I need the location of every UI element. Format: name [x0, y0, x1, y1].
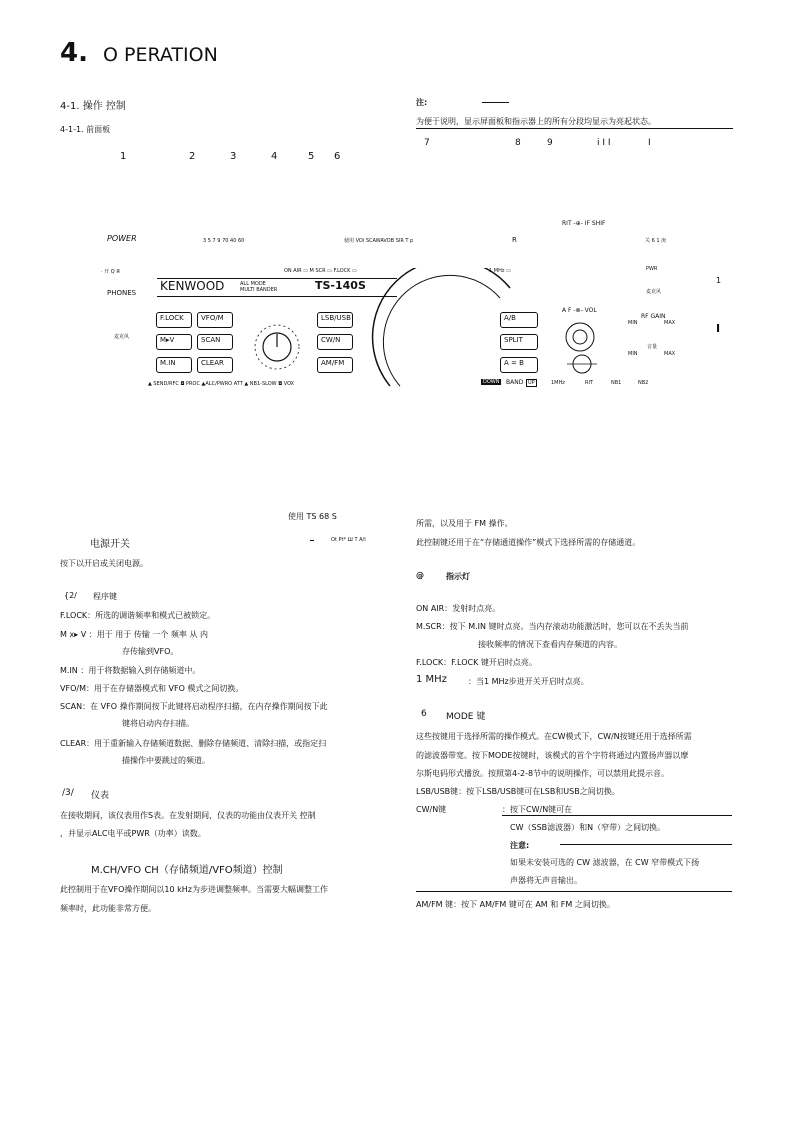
flock-desc: F.LOCK：所选的调谐频率和模式已被锁定。: [60, 611, 216, 620]
pwr-label: PWR: [646, 266, 658, 272]
section-number: 4.: [60, 38, 88, 68]
right-para: 所需，以及用于 FM 操作。: [416, 519, 513, 528]
note-label: 注:: [416, 98, 428, 107]
program-keys-heading: 程序键: [93, 592, 117, 601]
onair-desc: ON AIR：发射时点亮。: [416, 604, 501, 613]
lsb-usb-button[interactable]: LSB/USB: [317, 312, 353, 328]
rf-gain-label: RF GAIN: [641, 313, 666, 320]
min-label: MIN: [628, 320, 638, 326]
clear-desc-cont: 描操作中要跳过的频道。: [122, 756, 210, 765]
callout-number: 6: [334, 151, 341, 162]
power-switch-heading: 电源开关: [90, 539, 130, 550]
diagram-caption: 使用 TS 68 S: [288, 512, 337, 521]
clear-button[interactable]: CLEAR: [197, 357, 233, 373]
callout-number: i I I: [597, 138, 611, 148]
item-number: {2/: [64, 591, 77, 600]
vfo-m-button[interactable]: VFO/M: [197, 312, 233, 328]
indicator-row: ON AIR ▭ M SCR ▭ F.LOCK ▭: [284, 268, 357, 274]
rit-knob-icon[interactable]: [563, 352, 601, 376]
brand-logo: KENWOOD: [160, 279, 225, 293]
mscr-desc-cont: 接收频率的情况下查看内存频道的内容。: [478, 640, 622, 649]
mode-key-heading: MODE 键: [446, 712, 486, 722]
bottom-label-rit: RIT: [585, 380, 594, 386]
mode-desc-cont: 的滤波器带宽。按下MODE按键时，该模式的首个字符将通过内置扬声器以摩: [416, 751, 689, 760]
open-mark: · 开 Q Я: [101, 269, 120, 275]
cw-n-button[interactable]: CW/N: [317, 334, 353, 350]
up-button[interactable]: UP: [528, 380, 535, 386]
mch-heading: M.CH/VFO CH（存储频道/VFO频道）控制: [91, 865, 283, 876]
cwn-label: CW/N键: [416, 805, 447, 814]
meter-heading: 仪表: [91, 791, 110, 801]
phones-label: PHONES: [107, 289, 137, 297]
r-mark: R: [512, 236, 517, 244]
model-label: TS-140S: [315, 279, 366, 292]
down-button[interactable]: DOWN: [483, 379, 500, 385]
callout-number: 9: [547, 138, 553, 148]
one-mhz-label: 1 MHz: [416, 674, 447, 685]
callout-number: I: [648, 138, 651, 148]
af-vol-label: A F -⊗- VOL: [562, 307, 597, 314]
mode-desc-cont: 尔斯电码形式播放。按照第4-2-8节中的说明操作，可以禁用此提示音。: [416, 769, 670, 778]
am-fm-desc: AM/FM 键：按下 AM/FM 键可在 AM 和 FM 之间切换。: [416, 900, 615, 909]
mch-knob-icon[interactable]: [248, 318, 306, 376]
main-dial-icon: [370, 268, 520, 388]
power-label: POWER: [107, 234, 137, 243]
one-mhz-desc: ：当1 MHz步进开关开启时点亮。: [468, 677, 589, 686]
bottom-label-1mhz: 1MHz: [551, 380, 565, 386]
mic-left-label: 麦克风: [114, 334, 130, 340]
bottom-label-nb1: NB1: [611, 380, 622, 386]
item-number: @: [416, 571, 424, 580]
flock-indicator-desc: F.LOCK：F.LOCK 键开启时点亮。: [416, 658, 537, 667]
mch-desc: 此控制用于在VFO操作期间以10 kHz为步进调整频率。当需要大幅调整工作: [60, 885, 328, 894]
max-label: MAX: [664, 320, 676, 326]
meter-desc-cont: ，并显示ALC电平或PWR（功率）读数。: [60, 829, 206, 838]
rit-label: RIT -⊕- IF SHIF: [562, 220, 606, 227]
band-label: BAND: [506, 379, 524, 386]
flock-button[interactable]: F.LOCK: [156, 312, 192, 328]
bar-mark: I: [716, 322, 721, 335]
cwn-desc-cont: CW（SSB滤波器）和N（窄带）之间切换。: [510, 823, 666, 832]
bottom-label-nb2: NB2: [638, 380, 649, 386]
subsection-heading: 4-1-1. 前面板: [60, 125, 111, 134]
allmode-label: ALL MODE MULTI BANDER: [240, 281, 278, 293]
mxv-desc: M x▸ V ：用于 用于 传输 一个 频率 从 内: [60, 630, 209, 639]
callout-number: 8: [515, 138, 521, 148]
power-desc: 按下以开启或关闭电源。: [60, 559, 148, 568]
item-number: 6: [421, 709, 427, 719]
mode-desc: 这些按键用于选择所需的操作模式。在CW模式下，CW/N按键还用于选择所需: [416, 732, 692, 741]
tiny-mark: Ot Pt* Ш T A/I: [331, 537, 366, 543]
note-label: 注意:: [510, 841, 530, 850]
vfom-desc: VFO/M：用于在存储器模式和 VFO 模式之间切换。: [60, 684, 244, 693]
note-text: 如果未安装可选的 CW 滤波器，在 CW 窄带模式下扬: [510, 858, 700, 867]
meter-desc: 在接收期间，该仪表用作S表。在发射期间，仪表的功能由仪表开关 控制: [60, 811, 316, 820]
volume-label: 音量: [647, 344, 658, 350]
meter-legend: 使用 VOi SCAWAVOB SIR T p: [344, 238, 414, 244]
min-label: MIN: [628, 351, 638, 357]
note-text: 为便于说明，显示屏面板和指示器上的所有分段均显示为亮起状态。: [416, 117, 656, 126]
min-desc: M.IN ：用于将数据输入到存储频道中。: [60, 666, 201, 675]
callout-number: 1: [120, 151, 127, 162]
m-to-v-button[interactable]: M▸V: [156, 334, 192, 350]
mxv-desc-cont: 存传输到VFO。: [122, 647, 179, 656]
mic-right-label: 麦克风: [646, 289, 662, 295]
right-para: 此控制键还用于在“存储通道操作”模式下选择所需的存储通道。: [416, 538, 641, 547]
callout-number: 1: [716, 276, 722, 285]
item-number: /3/: [62, 788, 74, 798]
section-heading: 4-1. 操作 控制: [60, 101, 126, 112]
callout-number: 2: [189, 151, 196, 162]
clear-desc: CLEAR：用于重新输入存储频道数据、删除存储频道、清除扫描，或指定扫: [60, 739, 327, 748]
note-text-cont: 声器将无声音输出。: [510, 876, 582, 885]
callout-number: 3: [230, 151, 237, 162]
am-fm-button[interactable]: AM/FM: [317, 357, 353, 373]
m-in-button[interactable]: M.IN: [156, 357, 192, 373]
split-button[interactable]: SPLIT: [500, 334, 538, 350]
a-equals-b-button[interactable]: A = B: [500, 357, 538, 373]
lsb-usb-desc: LSB/USB键：按下LSB/USB键可在LSB和USB之间切换。: [416, 787, 620, 796]
callout-number: 5: [308, 151, 315, 162]
page-title: O PERATION: [103, 44, 218, 66]
af-rf-knob-icon[interactable]: [558, 317, 602, 357]
right-tag: 关 6 1 庚: [645, 238, 667, 244]
indicators-heading: 指示灯: [446, 572, 470, 581]
cwn-desc: ：按下CW/N键可在: [502, 805, 573, 814]
mscr-desc: M.SCR：按下 M.IN 键时点亮。当内存滚动功能激活时，您可以在不丢失当前: [416, 622, 689, 631]
callout-number: 7: [424, 138, 430, 148]
meter-scale: 3 5 7 9 70 40 60: [203, 238, 245, 244]
one-mhz-indicator: 1 MHz ▭: [489, 268, 511, 274]
scan-button[interactable]: SCAN: [197, 334, 233, 350]
scan-desc-cont: 键将启动内存扫描。: [122, 719, 194, 728]
mch-desc-cont: 频率时，此功能非常方便。: [60, 904, 156, 913]
scan-desc: SCAN：在 VFO 操作期间按下此键将启动程序扫描，在内存操作期间按下此: [60, 702, 328, 711]
max-label: MAX: [664, 351, 676, 357]
bottom-switch-labels: ▲ SEND/RFC ◘ PROC ▲ALC/PWRO ATT ▲ NB1-SLOW ◘ VOX: [148, 381, 295, 387]
callout-number: 4: [271, 151, 278, 162]
a-b-button[interactable]: A/B: [500, 312, 538, 328]
